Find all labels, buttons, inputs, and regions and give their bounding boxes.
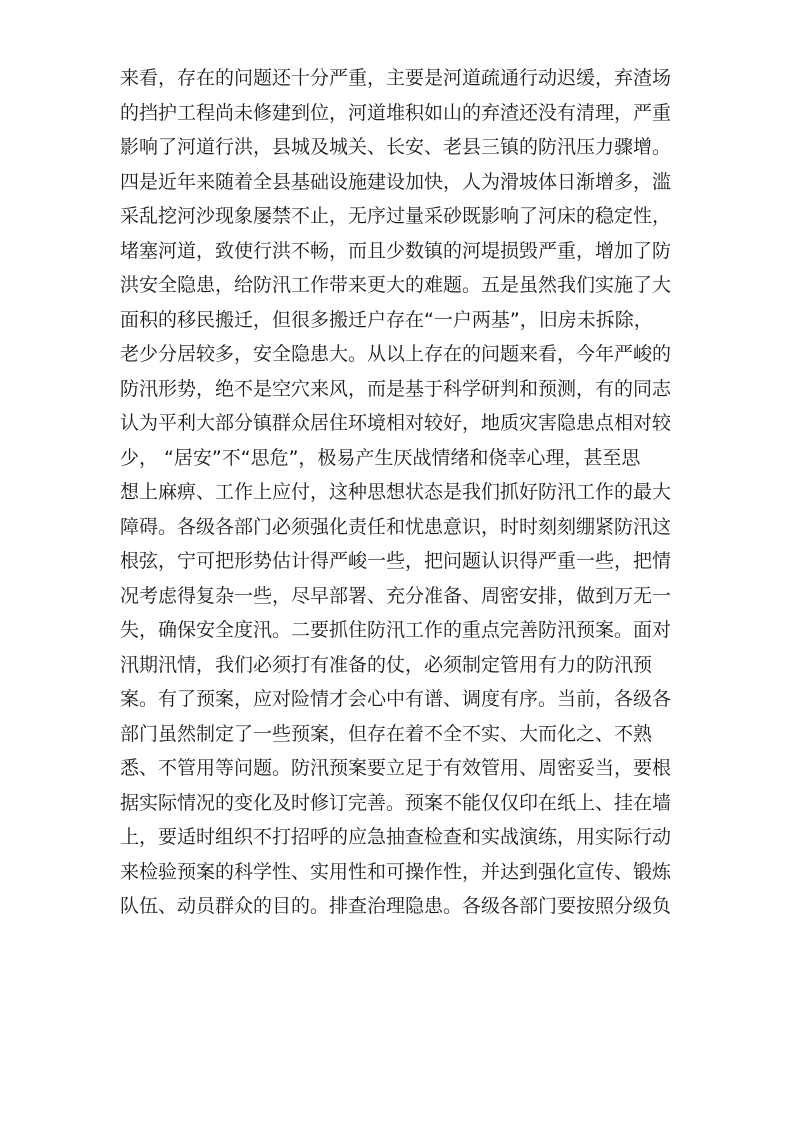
text-line: 的挡护工程尚未修建到位，河道堆积如山的弃渣还没有清理，严重 — [120, 101, 672, 124]
text-line: 面积的移民搬迁，但很多搬迁户存在“一户两基”，旧房未拆除， — [120, 308, 653, 331]
text-line: 悉、不管用等问题。防汛预案要立足于有效管用、周密妥当，要根 — [120, 757, 672, 779]
text-line: 队伍、动员群众的目的。排查治理隐患。各级各部门要按照分级负 — [120, 895, 672, 917]
text-line: 据实际情况的变化及时修订完善。预案不能仅仅印在纸上、挂在墙 — [120, 791, 672, 814]
text-line: 四是近年来随着全县基础设施建设加快，人为滑坡体日渐增多，滥 — [120, 170, 672, 193]
text-line: 洪安全隐患，给防汛工作带来更大的难题。五是虽然我们实施了大 — [120, 274, 672, 296]
text-line: 上，要适时组织不打招呼的应急抽查检查和实战演练，用实际行动 — [120, 826, 672, 848]
text-line: 认为平利大部分镇群众居住环境相对较好，地质灾害隐患点相对较 — [120, 412, 672, 434]
text-line: 老少分居较多，安全隐患大。从以上存在的问题来看，今年严峻的 — [120, 343, 672, 365]
text-line: 防汛形势，绝不是空穴来风，而是基于科学研判和预测，有的同志 — [120, 377, 672, 400]
text-line: 想上麻痹、工作上应付，这种思想状态是我们抓好防汛工作的最大 — [120, 481, 672, 503]
text-line: 堵塞河道，致使行洪不畅，而且少数镇的河堤损毁严重，增加了防 — [120, 239, 672, 262]
text-line: 障碍。各级各部门必须强化责任和忧患意识，时时刻刻绷紧防汛这 — [120, 515, 672, 538]
text-line: 少， “居安”不“思危”，极易产生厌战情绪和侥幸心理，甚至思 — [120, 446, 641, 469]
text-line: 来看，存在的问题还十分严重，主要是河道疏通行动迟缓，弃渣场 — [120, 67, 672, 89]
text-line: 部门虽然制定了一些预案，但存在着不全不实、大而化之、不熟 — [120, 722, 653, 745]
text-line: 根弦，宁可把形势估计得严峻一些，把问题认识得严重一些，把情 — [120, 550, 672, 572]
body-text — [120, 61, 680, 924]
text-line: 失，确保安全度汛。二要抓住防汛工作的重点完善防汛预案。面对 — [120, 619, 672, 641]
text-line: 影响了河道行洪，县城及城关、长安、老县三镇的防汛压力骤增。 — [120, 136, 672, 158]
text-line: 采乱挖河沙现象屡禁不止，无序过量采砂既影响了河床的稳定性， — [120, 205, 672, 227]
text-line: 案。有了预案，应对险情才会心中有谱、调度有序。当前，各级各 — [120, 688, 672, 710]
text-line: 况考虑得复杂一些，尽早部署、充分准备、周密安排，做到万无一 — [120, 584, 672, 607]
text-line: 汛期汛情，我们必须打有准备的仗，必须制定管用有力的防汛预 — [120, 653, 653, 676]
text-line: 来检验预案的科学性、实用性和可操作性，并达到强化宣传、锻炼 — [120, 860, 672, 883]
